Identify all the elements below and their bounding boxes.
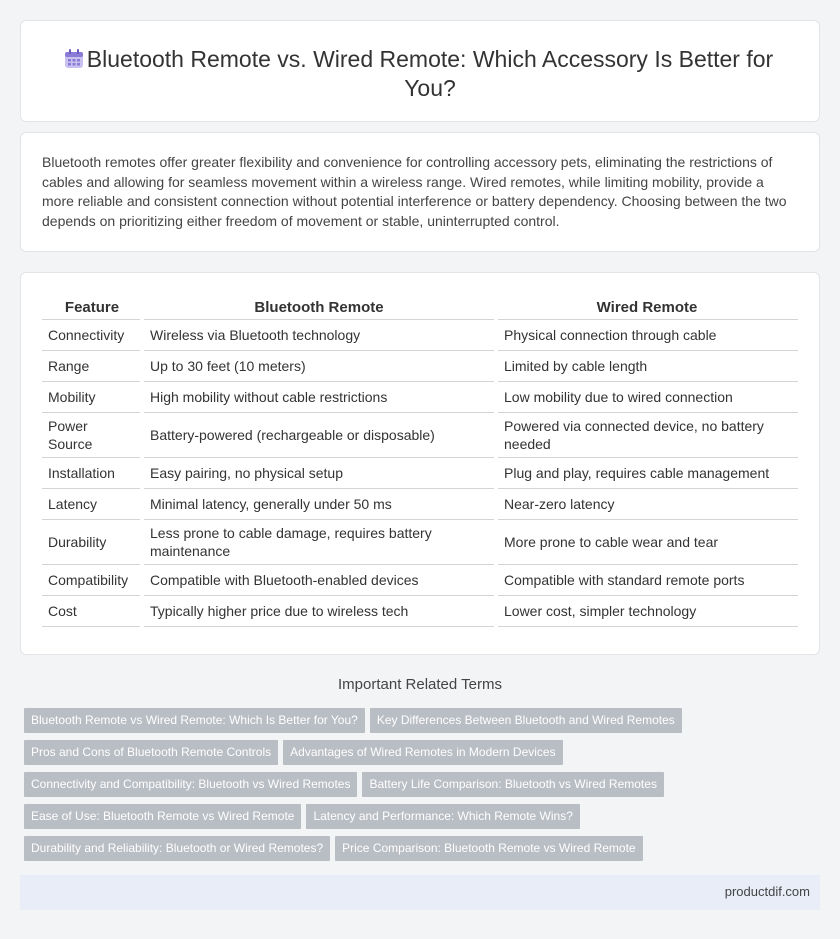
bluetooth-cell: High mobility without cable restrictions [142, 382, 496, 413]
related-term-link[interactable]: Advantages of Wired Remotes in Modern Devices [283, 740, 562, 765]
column-header-bluetooth: Bluetooth Remote [142, 297, 496, 320]
bluetooth-cell: Battery-powered (rechargeable or disposable) [142, 413, 496, 458]
bluetooth-cell: Up to 30 feet (10 meters) [142, 351, 496, 382]
feature-cell: Mobility [42, 382, 142, 413]
wired-cell: Limited by cable length [496, 351, 798, 382]
intro-paragraph: Bluetooth remotes offer greater flexibility and convenience for controlling accessory pets, eliminating the restrictions of cables and allowing for seamless movement within a wireless range. Wired remotes, while limiting mobility, provide a more reliable and consistent connection without potential interference or battery dependency. Choosing between the two depends on prioritizing either freedom of movement or stable, uninterrupted control. [42, 154, 787, 229]
page-title: Bluetooth Remote vs. Wired Remote: Which Accessory Is Better for You? [86, 46, 774, 101]
related-terms-list [24, 708, 824, 868]
related-term-link[interactable]: Latency and Performance: Which Remote Wins? [306, 804, 579, 829]
tag-row [24, 740, 824, 772]
table-row [42, 413, 798, 458]
related-term-link[interactable]: Bluetooth Remote vs Wired Remote: Which Is Better for You? [24, 708, 365, 733]
bluetooth-cell: Easy pairing, no physical setup [142, 458, 496, 489]
feature-cell: Compatibility [42, 565, 142, 596]
column-header-wired: Wired Remote [496, 297, 798, 320]
table-row [42, 382, 798, 413]
wired-cell: Physical connection through cable [496, 320, 798, 351]
related-term-link[interactable]: Price Comparison: Bluetooth Remote vs Wired Remote [335, 836, 642, 861]
related-term-link[interactable]: Durability and Reliability: Bluetooth or Wired Remotes? [24, 836, 330, 861]
related-term-link[interactable]: Pros and Cons of Bluetooth Remote Controls [24, 740, 278, 765]
feature-cell: Cost [42, 596, 142, 627]
table-row [42, 458, 798, 489]
table-header-row [42, 297, 798, 320]
wired-cell: More prone to cable wear and tear [496, 520, 798, 565]
table-row [42, 565, 798, 596]
footer [20, 875, 820, 910]
feature-cell: Range [42, 351, 142, 382]
bluetooth-cell: Wireless via Bluetooth technology [142, 320, 496, 351]
feature-cell: Durability [42, 520, 142, 565]
tag-row [24, 772, 824, 804]
wired-cell: Compatible with standard remote ports [496, 565, 798, 596]
feature-cell: Latency [42, 489, 142, 520]
table-row [42, 351, 798, 382]
comparison-table-card [20, 272, 820, 655]
wired-cell: Low mobility due to wired connection [496, 382, 798, 413]
footer-site-name[interactable]: productdif.com [724, 884, 810, 899]
intro-card [20, 132, 820, 252]
bluetooth-cell: Compatible with Bluetooth-enabled devices [142, 565, 496, 596]
related-term-link[interactable]: Connectivity and Compatibility: Bluetooth vs Wired Remotes [24, 772, 357, 797]
table-row [42, 520, 798, 565]
related-terms-heading: Important Related Terms [338, 676, 502, 693]
tag-row [24, 836, 824, 868]
bluetooth-cell: Typically higher price due to wireless tech [142, 596, 496, 627]
tag-row [24, 804, 824, 836]
wired-cell: Powered via connected device, no battery needed [496, 413, 798, 458]
related-term-link[interactable]: Ease of Use: Bluetooth Remote vs Wired Remote [24, 804, 301, 829]
related-term-link[interactable]: Battery Life Comparison: Bluetooth vs Wired Remotes [362, 772, 663, 797]
wired-cell: Near-zero latency [496, 489, 798, 520]
feature-cell: Connectivity [42, 320, 142, 351]
related-term-link[interactable]: Key Differences Between Bluetooth and Wired Remotes [370, 708, 682, 733]
feature-cell: Installation [42, 458, 142, 489]
column-header-feature: Feature [42, 297, 142, 320]
table-row [42, 596, 798, 627]
bluetooth-cell: Less prone to cable damage, requires battery maintenance [142, 520, 496, 565]
comparison-table [42, 297, 798, 627]
feature-cell: Power Source [42, 413, 142, 458]
table-row [42, 489, 798, 520]
table-row [42, 320, 798, 351]
wired-cell: Plug and play, requires cable management [496, 458, 798, 489]
wired-cell: Lower cost, simpler technology [496, 596, 798, 627]
header-card [20, 20, 820, 122]
tag-row [24, 708, 824, 740]
bluetooth-cell: Minimal latency, generally under 50 ms [142, 489, 496, 520]
